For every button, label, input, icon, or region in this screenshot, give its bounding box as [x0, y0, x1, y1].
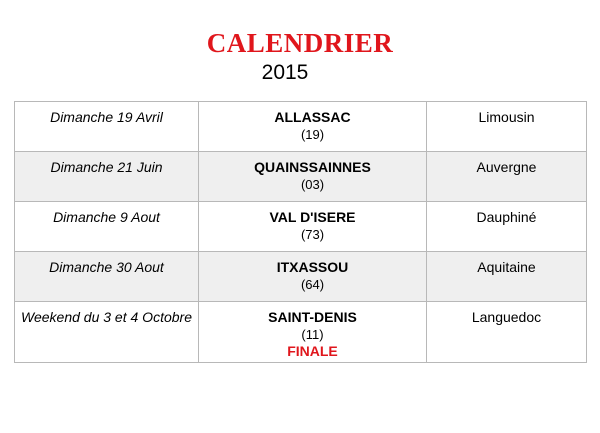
event-region: Languedoc [427, 302, 587, 363]
event-city: QUAINSSAINNES [254, 159, 371, 175]
event-place [199, 302, 427, 363]
page-title: CALENDRIER [206, 28, 394, 58]
event-department: (19) [300, 127, 325, 142]
table-row [15, 152, 587, 202]
event-place [199, 202, 427, 252]
event-region: Auvergne [427, 152, 587, 202]
event-department: (64) [300, 277, 325, 292]
calendar-table [14, 101, 587, 363]
event-city: SAINT-DENIS [268, 309, 357, 325]
event-date: Dimanche 19 Avril [15, 102, 199, 152]
event-city: ALLASSAC [274, 109, 351, 125]
event-city: ITXASSOU [276, 259, 349, 275]
event-city: VAL D'ISERE [269, 209, 356, 225]
page-year: 2015 [261, 61, 309, 84]
event-date: Dimanche 21 Juin [15, 152, 199, 202]
event-date: Dimanche 9 Aout [15, 202, 199, 252]
event-department: (73) [300, 227, 325, 242]
event-date: Weekend du 3 et 4 Octobre [15, 302, 199, 363]
event-final-note: FINALE [287, 343, 338, 359]
table-row [15, 202, 587, 252]
event-date: Dimanche 30 Aout [15, 252, 199, 302]
event-region: Dauphiné [427, 202, 587, 252]
event-place [199, 102, 427, 152]
event-region: Limousin [427, 102, 587, 152]
event-region: Aquitaine [427, 252, 587, 302]
table-row [15, 102, 587, 152]
event-department: (11) [301, 327, 324, 342]
event-place [199, 252, 427, 302]
event-place [199, 152, 427, 202]
table-row [15, 252, 587, 302]
event-department: (03) [300, 177, 325, 192]
table-row [15, 302, 587, 363]
